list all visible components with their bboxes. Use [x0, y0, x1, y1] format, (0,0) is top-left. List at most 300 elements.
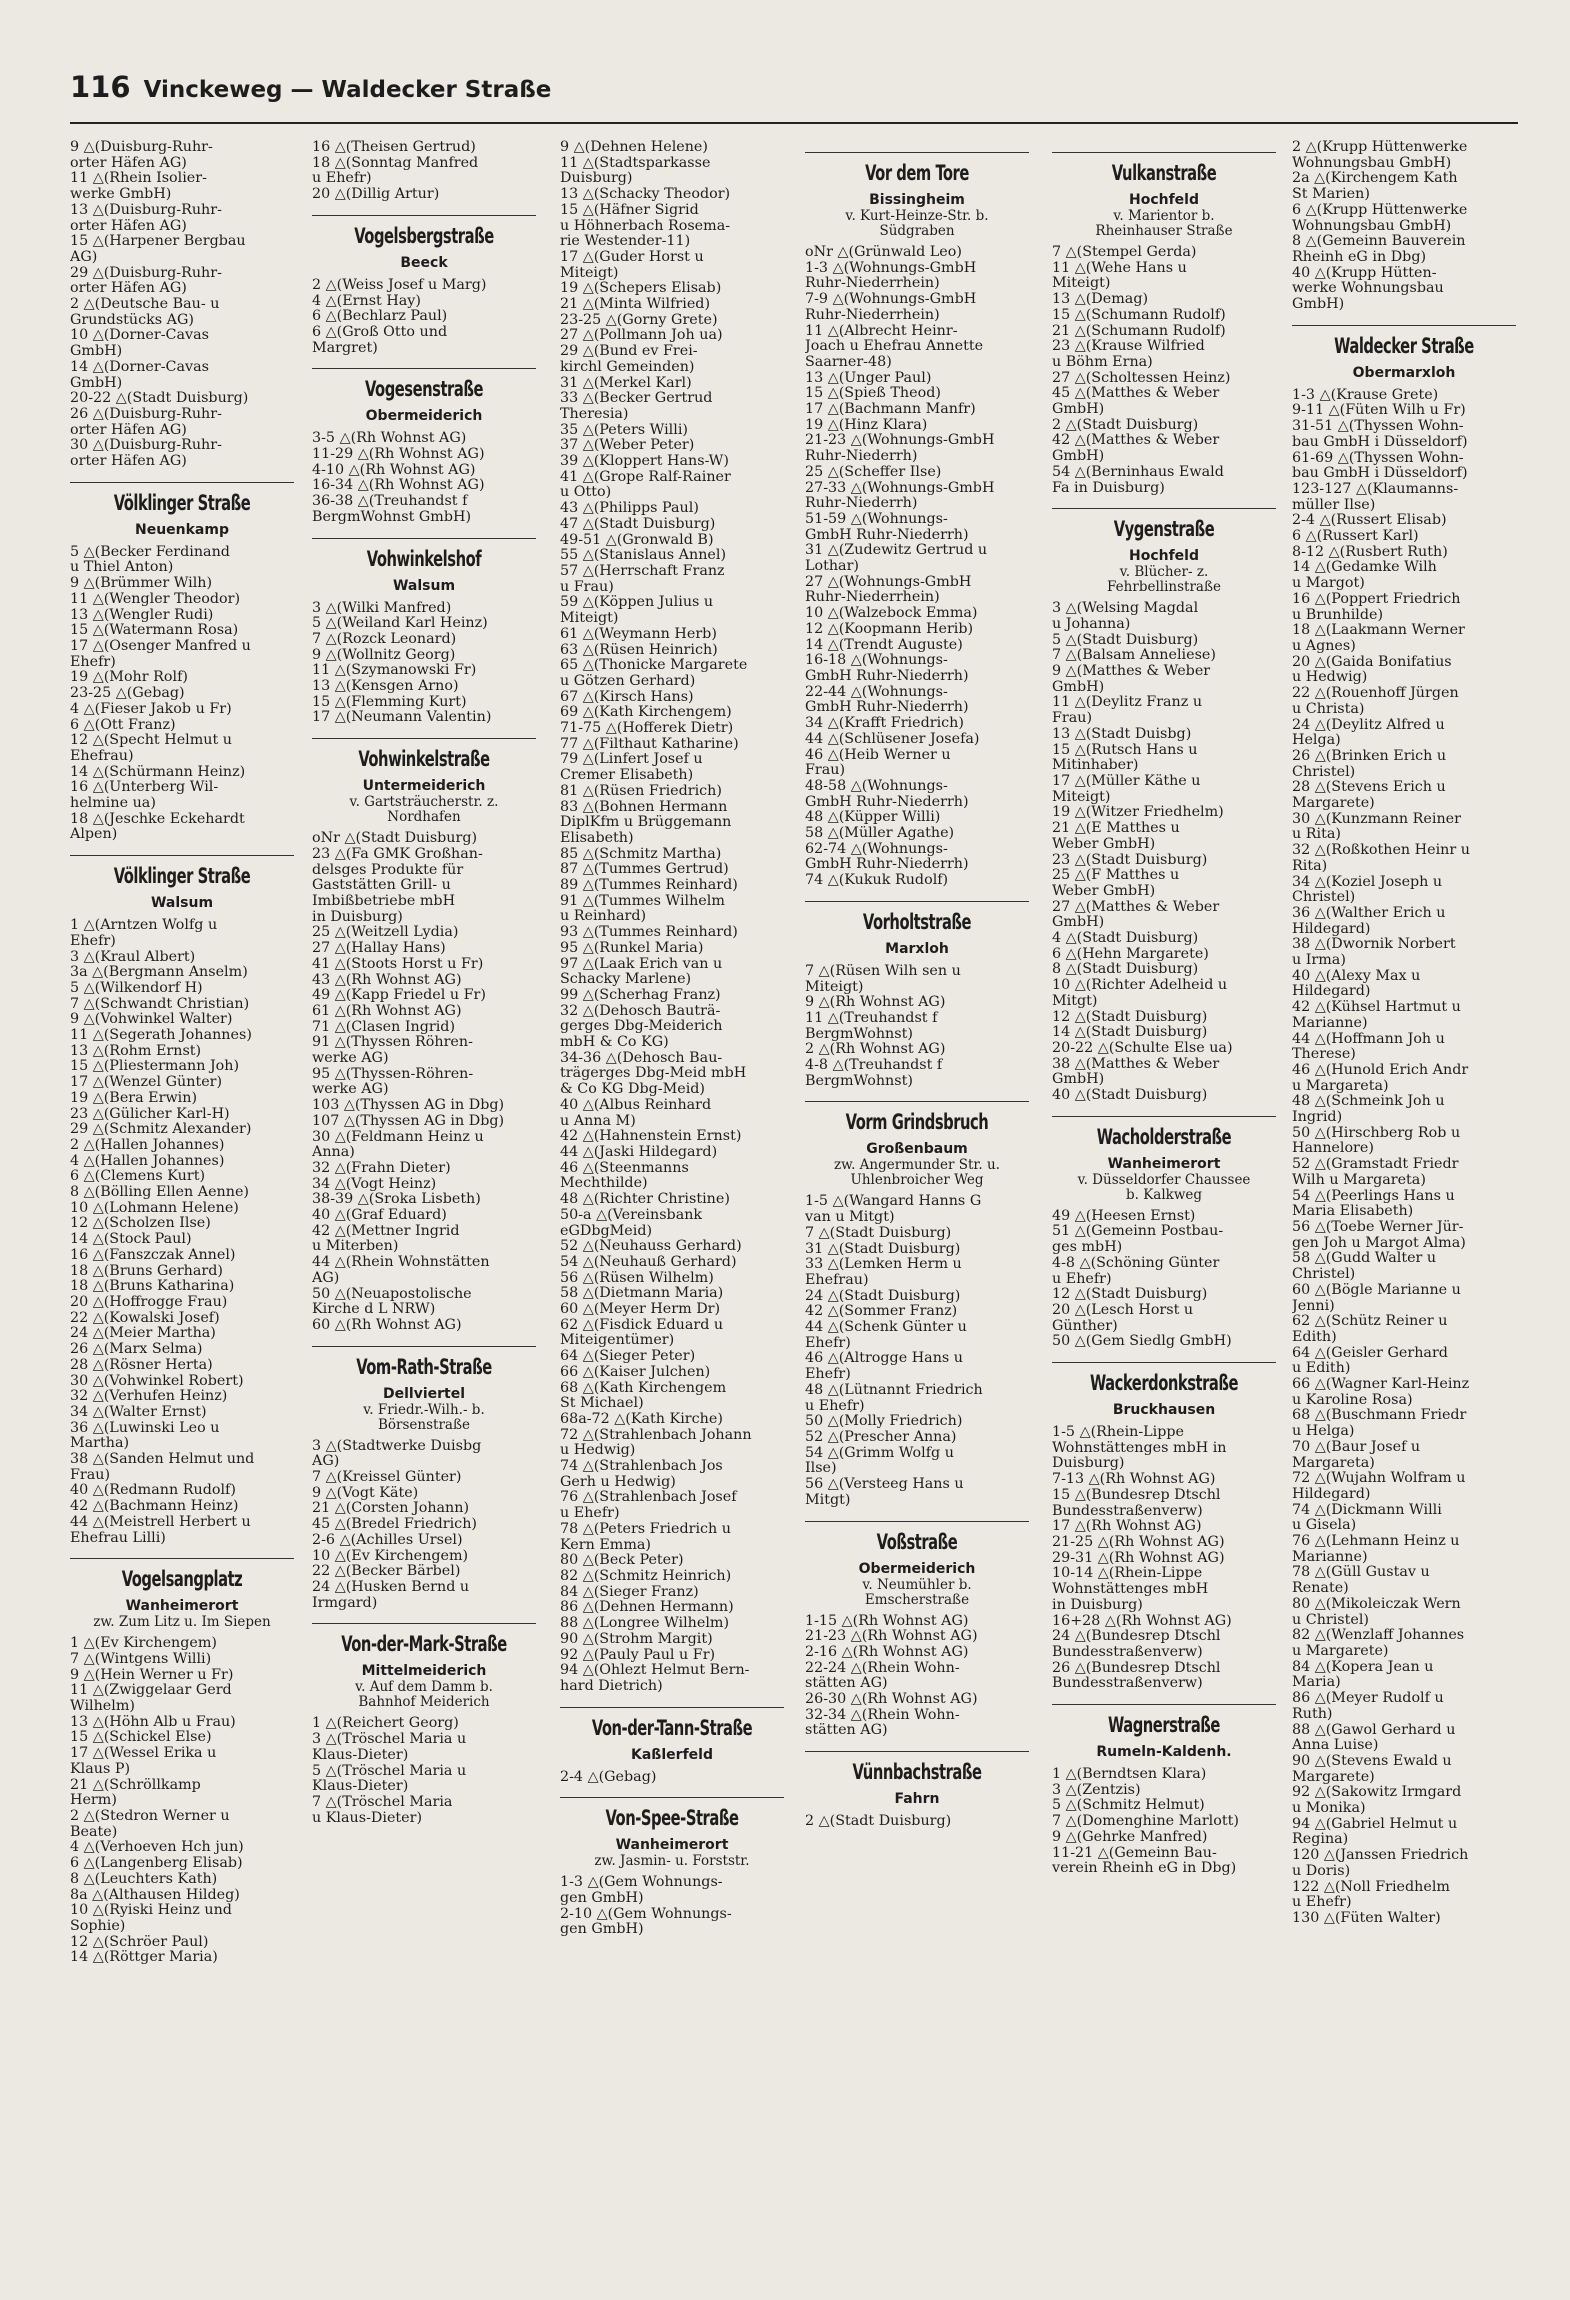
- address-entry: 30 △(Duisburg-Ruhr-: [70, 437, 222, 454]
- address-entry: 18 △(Laakmann Werner: [1292, 622, 1465, 639]
- address-entry: 103 △(Thyssen AG in Dbg): [312, 1097, 505, 1114]
- address-entry: 93 △(Tummes Reinhard): [560, 924, 738, 941]
- address-entry: 42 △(Hahnenstein Ernst): [560, 1128, 742, 1145]
- address-entry: 6 △(Bechlarz Paul): [312, 308, 448, 325]
- address-entry: 27 △(Scholtessen Heinz): [1052, 369, 1231, 386]
- address-entry: 54 △(Peerlings Hans u: [1292, 1187, 1455, 1204]
- address-entry: u Johanna): [1052, 615, 1131, 632]
- address-entry: u Margarete): [1292, 1642, 1389, 1659]
- address-entry: 20 △(Lesch Horst u: [1052, 1301, 1194, 1318]
- address-entry: 54 △(Grimm Wolfg u: [805, 1444, 954, 1461]
- street-extent-note: v. Düsseldorfer Chaussee b. Kalkweg: [1077, 1171, 1251, 1203]
- street-extent-note: v. Kurt-Heinze-Str. b. Südgraben: [845, 208, 989, 239]
- address-entry: 2 △(Rh Wohnst AG): [805, 1041, 946, 1058]
- address-entry: u Reinhard): [560, 908, 647, 925]
- address-entry: 13 △(Rohm Ernst): [70, 1042, 202, 1059]
- address-entry: 9 △(Wollnitz Georg): [312, 646, 456, 663]
- address-entry: St Michael): [560, 1395, 644, 1412]
- address-entry: 2-4 △(Russert Elisab): [1292, 512, 1447, 529]
- address-entry: 11 △(Albrecht Heinr-: [805, 322, 958, 339]
- address-entry: 31 △(Stadt Duisburg): [805, 1240, 961, 1257]
- address-entry: Helga): [1292, 732, 1341, 749]
- address-entry: 60 △(Rh Wohnst AG): [312, 1316, 462, 1333]
- street-section: [1052, 1704, 1276, 1877]
- address-entry: 15 △(Watermann Rosa): [70, 622, 239, 639]
- address-entry: 6 △(Clemens Kurt): [70, 1168, 206, 1185]
- address-entry: werke GmbH): [70, 186, 172, 203]
- address-entry: 18 △(Jeschke Eckehardt: [70, 810, 245, 827]
- address-entry: 41 △(Grope Ralf-Rainer: [560, 468, 731, 485]
- address-entry: 122 △(Noll Friedhelm: [1292, 1878, 1450, 1895]
- address-entry: 34 △(Koziel Joseph u: [1292, 873, 1443, 890]
- address-entry: 120 △(Janssen Friedrich: [1292, 1847, 1469, 1864]
- street-section: [70, 482, 294, 843]
- address-entry: 5 △(Wilkendorf H): [70, 979, 203, 996]
- street-name: Vom-Rath-Straße: [356, 1354, 492, 1379]
- address-entry: 64 △(Sieger Peter): [560, 1348, 696, 1365]
- address-entry: u Miterben): [312, 1238, 399, 1255]
- address-entry: 11 △(Wengler Theodor): [70, 590, 241, 607]
- address-entry: 1-5 △(Rhein-Lippe: [1052, 1424, 1185, 1441]
- address-entry: Ehefr): [70, 932, 116, 949]
- street-section: [312, 1623, 536, 1826]
- address-entry: 23-25 △(Gorny Grete): [560, 311, 718, 328]
- address-entry: 15 △(Schumann Rudolf): [1052, 306, 1226, 323]
- address-entry: Theresia): [560, 405, 629, 422]
- address-entry: oNr △(Stadt Duisburg): [312, 830, 478, 847]
- street-section: [805, 1751, 1029, 1830]
- address-entry: 4 △(Fieser Jakob u Fr): [70, 700, 232, 717]
- address-entry: 78 △(Peters Friedrich u: [560, 1520, 731, 1537]
- address-entry: Ingrid): [1292, 1109, 1343, 1126]
- street-header: [560, 1707, 784, 1764]
- address-entry: 13 △(Unger Paul): [805, 369, 932, 386]
- street-name: Vor dem Tore: [865, 161, 969, 185]
- address-entry: 10-14 △(Rhein-Lippe: [1052, 1565, 1203, 1582]
- address-entry: 7 △(Stadt Duisburg): [805, 1224, 952, 1241]
- district-name: Beeck: [400, 254, 448, 271]
- section-rule: [1052, 1704, 1276, 1705]
- address-entry: 10 △(Lohmann Helene): [70, 1199, 239, 1216]
- street-continuation: [70, 140, 294, 470]
- section-rule: [805, 152, 1029, 153]
- address-entry: 33 △(Lemken Herm u: [805, 1256, 962, 1273]
- address-entry: 33 △(Becker Gertrud: [560, 390, 713, 407]
- address-entry: hard Dietrich): [560, 1677, 663, 1694]
- address-entry: Hannelore): [1292, 1140, 1374, 1157]
- address-entry: 14 △(Gedamke Wilh: [1292, 559, 1437, 576]
- address-entry: 32-34 △(Rhein Wohn-: [805, 1706, 960, 1723]
- address-entry: 76 △(Strahlenbach Josef: [560, 1489, 737, 1506]
- address-entry: 15 △(Schickel Else): [70, 1729, 212, 1746]
- address-entry: u Karoline Rosa): [1292, 1391, 1413, 1408]
- address-entry: 99 △(Scherhag Franz): [560, 986, 721, 1003]
- address-entry: 89 △(Tummes Reinhard): [560, 877, 738, 894]
- street-section: [70, 855, 294, 1546]
- address-entry: 3 △(Stadtwerke Duisbg: [312, 1437, 482, 1454]
- address-entry: 49 △(Kapp Friedel u Fr): [312, 987, 486, 1004]
- address-entry: 42 △(Bachmann Heinz): [70, 1498, 239, 1515]
- address-entry: 50 △(Gem Siedlg GmbH): [1052, 1333, 1232, 1350]
- address-entry: u Klaus-Dieter): [312, 1809, 423, 1826]
- address-entry: GmbH): [1052, 448, 1105, 465]
- address-entry: 8-12 △(Rusbert Ruth): [1292, 543, 1448, 560]
- address-entry: 32 △(Verhufen Heinz): [70, 1388, 228, 1405]
- address-entry: 36 △(Walther Erich u: [1292, 904, 1446, 921]
- address-entry: u Margot): [1292, 575, 1365, 592]
- address-entry: u Irma): [1292, 952, 1346, 969]
- address-entry: 7 △(Stempel Gerda): [1052, 244, 1197, 260]
- district-name: Rumeln-Kaldenh.: [1096, 1744, 1232, 1761]
- section-rule: [560, 1707, 784, 1708]
- address-entry: 52 △(Neuhauss Gerhard): [560, 1238, 742, 1255]
- address-entry: 2a △(Kirchengem Kath: [1292, 170, 1458, 187]
- street-continuation: [312, 140, 536, 203]
- address-entry: orter Häfen AG): [70, 421, 187, 438]
- address-entry: 32 △(Frahn Dieter): [312, 1159, 451, 1176]
- address-entry: 15 △(Spieß Theod): [805, 385, 941, 402]
- address-entry: Grundstücks AG): [70, 311, 194, 328]
- address-entry: 48 △(Küpper Willi): [805, 809, 941, 826]
- address-entry: 2 △(Stedron Werner u: [70, 1807, 230, 1824]
- address-entry: 26 △(Bundesrep Dtschl: [1052, 1659, 1221, 1676]
- address-entry: 2 △(Hallen Johannes): [70, 1136, 225, 1153]
- address-entry: 7-13 △(Rh Wohnst AG): [1052, 1471, 1216, 1488]
- district-name: Wanheimerort: [125, 1598, 239, 1615]
- address-entry: 12 △(Stadt Duisburg): [1052, 1286, 1208, 1303]
- address-entry: 9 △(Dehnen Helene): [560, 140, 708, 155]
- address-entry: 44 △(Meistrell Herbert u: [70, 1513, 251, 1530]
- district-name: Bissingheim: [869, 192, 965, 208]
- address-entry: mbH & Co KG): [560, 1034, 669, 1051]
- street-header: [1052, 1362, 1276, 1419]
- address-entry: 28 △(Stevens Erich u: [1292, 779, 1446, 796]
- street-header: [1052, 1704, 1276, 1761]
- section-rule: [1292, 325, 1516, 326]
- column-4: [805, 140, 1029, 2290]
- address-entry: 10 △(Dorner-Cavas: [70, 327, 209, 344]
- address-entry: Edith): [1292, 1328, 1337, 1345]
- address-entry: GmbH): [1052, 1071, 1105, 1088]
- address-entry: 19 △(Witzer Friedhelm): [1052, 804, 1224, 821]
- address-entry: 22 △(Kowalski Josef): [70, 1309, 220, 1326]
- district-name: Hochfeld: [1128, 192, 1199, 208]
- address-entry: delsges Produkte für: [312, 861, 464, 878]
- address-entry: Margareta): [1292, 1454, 1375, 1471]
- address-entry: 59 △(Köppen Julius u: [560, 594, 714, 611]
- address-entry: 71-75 △(Hofferek Dietr): [560, 720, 734, 737]
- street-section: [1052, 1116, 1276, 1350]
- address-entry: 2-16 △(Rh Wohnst AG): [805, 1643, 969, 1660]
- address-entry: Christel): [1292, 1266, 1356, 1283]
- address-entry: Sophie): [70, 1917, 126, 1934]
- address-entry: 30 △(Feldmann Heinz u: [312, 1128, 484, 1145]
- address-entry: 77 △(Filthaut Katharine): [560, 735, 739, 752]
- address-entry: 79 △(Linfert Josef u: [560, 751, 703, 768]
- street-name: Völklinger Straße: [113, 490, 251, 515]
- address-entry: 41 △(Stoots Horst u Fr): [312, 955, 484, 972]
- section-rule: [312, 215, 536, 216]
- address-entry: 5 △(Becker Ferdinand: [70, 543, 230, 560]
- address-entry: in Duisburg): [312, 908, 403, 925]
- section-rule: [560, 1797, 784, 1798]
- address-entry: 45 △(Bredel Friedrich): [312, 1516, 477, 1533]
- address-entry: 25 △(F Matthes u: [1052, 867, 1180, 884]
- address-entry: 54 △(Neuhauß Gerhard): [560, 1253, 737, 1270]
- address-entry: Ilse): [805, 1460, 837, 1477]
- district-name: Marxloh: [885, 940, 949, 957]
- address-entry: Martha): [70, 1435, 130, 1452]
- address-entry: 40 △(Redmann Rudolf): [70, 1482, 236, 1499]
- address-entry: Miteigt): [1052, 788, 1111, 805]
- address-entry: 16+28 △(Rh Wohnst AG): [1052, 1612, 1232, 1629]
- street-section: [805, 901, 1029, 1090]
- street-extent-note: zw. Jasmin- u. Forststr.: [594, 1853, 750, 1870]
- address-entry: 88 △(Longree Wilhelm): [560, 1615, 730, 1632]
- address-entry: 15 △(Bundesrep Dtschl: [1052, 1486, 1221, 1503]
- address-entry: u Otto): [560, 484, 612, 501]
- address-entry: 30 △(Vohwinkel Robert): [70, 1372, 244, 1389]
- address-entry: 4-8 △(Treuhandst f: [805, 1057, 943, 1074]
- address-entry: Klaus-Dieter): [312, 1746, 409, 1763]
- address-entry: 14 △(Dorner-Cavas: [70, 358, 209, 375]
- address-entry: GmbH): [1292, 296, 1345, 313]
- address-entry: 9 △(Rh Wohnst AG): [805, 994, 946, 1011]
- street-header: [70, 855, 294, 912]
- address-entry: GmbH): [1052, 914, 1105, 931]
- address-entry: 74 △(Dickmann Willi: [1292, 1501, 1442, 1518]
- address-entry: 56 △(Versteeg Hans u: [805, 1476, 964, 1493]
- address-entry: Miteigt): [560, 264, 619, 281]
- address-entry: 21 △(Minta Wilfried): [560, 296, 711, 313]
- street-header: [70, 1558, 294, 1630]
- address-entry: 9 △(Vohwinkel Walter): [70, 1011, 233, 1028]
- street-header: [805, 901, 1029, 958]
- address-entry: 40 △(Stadt Duisburg): [1052, 1087, 1208, 1104]
- address-entry: 48 △(Schmeink Joh u: [1292, 1093, 1445, 1110]
- street-header: [70, 482, 294, 539]
- address-entry: 16 △(Fanszczak Annel): [70, 1246, 236, 1263]
- address-entry: 27 △(Hallay Hans): [312, 940, 446, 957]
- address-entry: 43 △(Philipps Paul): [560, 500, 699, 517]
- address-entry: stätten AG): [805, 1722, 888, 1739]
- district-name: Walsum: [150, 895, 214, 912]
- address-entry: 86 △(Dehnen Hermann): [560, 1599, 734, 1616]
- address-entry: Alpen): [70, 826, 118, 843]
- district-name: Wanheimerort: [1107, 1155, 1221, 1172]
- address-entry: 18 △(Bruns Katharina): [70, 1278, 235, 1295]
- address-entry: 97 △(Laak Erich van u: [560, 955, 723, 972]
- section-rule: [312, 538, 536, 539]
- address-entry: 7 △(Rozck Leonard): [312, 630, 457, 647]
- address-entry: 31 △(Merkel Karl): [560, 374, 692, 391]
- address-entry: GmbH Ruhr-Niederrh): [805, 793, 969, 810]
- address-entry: 19 △(Schepers Elisab): [560, 280, 722, 297]
- column-1: [70, 140, 294, 2290]
- address-entry: Miteigt): [1052, 275, 1111, 292]
- address-entry: 8 △(Bölling Ellen Aenne): [70, 1184, 249, 1201]
- address-entry: 7 △(Kreissel Günter): [312, 1469, 462, 1486]
- address-entry: eGDbgMeid): [560, 1222, 653, 1239]
- address-entry: 80 △(Beck Peter): [560, 1552, 684, 1569]
- address-entry: 24 △(Husken Bernd u: [312, 1579, 470, 1595]
- address-entry: 83 △(Bohnen Hermann: [560, 798, 728, 815]
- district-name: Hochfeld: [1128, 548, 1199, 565]
- district-name: Fahrn: [894, 1791, 940, 1808]
- address-entry: 50 △(Molly Friedrich): [805, 1413, 963, 1430]
- address-entry: Margret): [312, 339, 378, 356]
- address-entry: u Monika): [1292, 1800, 1366, 1817]
- address-entry: Wilhelm): [70, 1698, 135, 1715]
- district-name: Dellviertel: [382, 1385, 466, 1402]
- address-entry: 28 △(Rösner Herta): [70, 1356, 213, 1373]
- address-entry: 36 △(Luwinski Leo u: [70, 1419, 220, 1436]
- address-entry: 20 △(Hoffrogge Frau): [70, 1294, 228, 1310]
- address-entry: Regina): [1292, 1831, 1349, 1848]
- street-header: [312, 215, 536, 272]
- address-entry: GmbH Ruhr-Niederrh): [805, 699, 969, 716]
- address-entry: 66 △(Wagner Karl-Heinz: [1292, 1376, 1470, 1393]
- address-entry: 15 △(Häfner Sigrid: [560, 201, 699, 218]
- address-entry: 3 △(Tröschel Maria u: [312, 1731, 467, 1748]
- address-entry: 22-44 △(Wohnungs-: [805, 683, 948, 700]
- address-entry: 2-4 △(Gebag): [560, 1768, 657, 1785]
- address-entry: Ruhr-Niederrhein): [805, 275, 940, 292]
- address-entry: 31-51 △(Thyssen Wohn-: [1292, 418, 1464, 435]
- address-entry: 69 △(Kath Kirchengem): [560, 704, 732, 721]
- address-entry: 21 △(Corsten Johann): [312, 1500, 470, 1517]
- address-entry: 24 △(Deylitz Alfred u: [1292, 716, 1445, 733]
- address-entry: 5 △(Tröschel Maria u: [312, 1762, 467, 1779]
- address-entry: 44 △(Schlüsener Josefa): [805, 730, 980, 747]
- street-header: [1052, 508, 1276, 595]
- street-name: Vogelsbergstraße: [354, 223, 494, 248]
- address-entry: 62-74 △(Wohnungs-: [805, 840, 948, 857]
- address-entry: Saarner-48): [805, 353, 892, 370]
- address-entry: 26 △(Brinken Erich u: [1292, 747, 1447, 764]
- address-entry: 81 △(Rüsen Friedrich): [560, 782, 722, 799]
- address-entry: u Anna M): [560, 1112, 636, 1129]
- address-entry: orter Häfen AG): [70, 280, 187, 297]
- street-name: Vohwinkelstraße: [358, 747, 490, 772]
- address-entry: 38-39 △(Sroka Lisbeth): [312, 1191, 481, 1208]
- address-entry: 14 △(Stock Paul): [70, 1231, 192, 1248]
- address-entry: Bundesstraßenverw): [1052, 1643, 1203, 1660]
- address-entry: 1-15 △(Rh Wohnst AG): [805, 1612, 969, 1629]
- address-entry: Christel): [1292, 763, 1356, 780]
- address-entry: 74 △(Strahlenbach Jos: [560, 1458, 723, 1475]
- address-entry: 10 △(Richter Adelheid u: [1052, 977, 1228, 994]
- address-entry: 1 △(Arntzen Wolfg u: [70, 917, 218, 934]
- address-entry: 17 △(Neumann Valentin): [312, 709, 492, 726]
- address-entry: 29-31 △(Rh Wohnst AG): [1052, 1549, 1225, 1566]
- address-entry: BergmWohnst): [805, 1025, 913, 1042]
- address-entry: 17 △(Müller Käthe u: [1052, 772, 1201, 789]
- address-entry: 34 △(Walter Ernst): [70, 1403, 207, 1420]
- address-entry: 76 △(Lehmann Heinz u: [1292, 1533, 1460, 1550]
- address-entry: Hildegard): [1292, 1485, 1371, 1502]
- street-name: Vogesenstraße: [365, 377, 483, 402]
- street-name: Von-Spee-Straße: [605, 1806, 739, 1831]
- address-entry: Schacky Marlene): [560, 971, 692, 988]
- address-entry: 9 △(Hein Werner u Fr): [70, 1666, 234, 1683]
- address-entry: 50-a △(Vereinsbank: [560, 1206, 703, 1223]
- address-entry: 50 △(Neuapostolische: [312, 1285, 472, 1302]
- address-entry: 9 △(Matthes & Weber: [1052, 663, 1211, 680]
- address-entry: Mechthilde): [560, 1175, 648, 1192]
- address-entry: 46 △(Steenmanns: [560, 1159, 689, 1176]
- address-entry: 62 △(Fisdick Eduard u: [560, 1316, 724, 1333]
- street-header: [805, 1101, 1029, 1188]
- address-entry: Imbißbetriebe mbH: [312, 892, 456, 909]
- address-entry: 6 △(Langenberg Elisab): [70, 1855, 243, 1872]
- address-entry: 56 △(Toebe Werner Jür-: [1292, 1219, 1464, 1235]
- section-rule: [70, 855, 294, 856]
- address-entry: 16-18 △(Wohnungs-: [805, 652, 948, 669]
- page-title: Vinckeweg — Waldecker Straße: [143, 77, 552, 103]
- address-entry: 12 △(Koopmann Herib): [805, 620, 974, 637]
- address-entry: 16 △(Theisen Gertrud): [312, 140, 476, 155]
- address-entry: 14 △(Schürmann Heinz): [70, 763, 246, 780]
- address-entry: u Christa): [1292, 700, 1365, 717]
- address-entry: 13 △(Stadt Duisbg): [1052, 725, 1192, 742]
- address-entry: 63 △(Rüsen Heinrich): [560, 641, 718, 658]
- address-entry: 17 △(Guder Horst u: [560, 248, 704, 265]
- address-entry: u Götzen Gerhard): [560, 672, 696, 689]
- district-name: Obermarxloh: [1352, 364, 1456, 381]
- address-entry: 18 △(Sonntag Manfred: [312, 154, 479, 171]
- address-entry: 7-9 △(Wohnungs-GmbH: [805, 291, 977, 308]
- address-entry: 48 △(Lütnannt Friedrich: [805, 1381, 983, 1398]
- address-entry: u Höhnerbach Rosema-: [560, 217, 731, 234]
- street-extent-note: v. Gartsträucherstr. z. Nordhafen: [349, 794, 499, 826]
- address-entry: Margarete): [1292, 1768, 1375, 1785]
- street-section: [1052, 152, 1276, 496]
- address-entry: 24 △(Meier Martha): [70, 1325, 216, 1342]
- address-entry: Miteigt): [805, 978, 864, 995]
- address-entry: 11-29 △(Rh Wohnst AG): [312, 446, 485, 463]
- address-entry: 3 △(Kraul Albert): [70, 948, 196, 965]
- address-entry: DiplKfm u Brüggemann: [560, 814, 732, 831]
- address-entry: u Böhm Erna): [1052, 353, 1153, 370]
- address-entry: 3 △(Welsing Magdal: [1052, 600, 1199, 617]
- address-entry: kirchl Gemeinden): [560, 358, 695, 375]
- address-entry: gen GmbH): [560, 1921, 644, 1938]
- address-entry: 34 △(Krafft Friedrich): [805, 715, 964, 732]
- address-entry: 3 △(Wilki Manfred): [312, 599, 452, 616]
- column-5: [1052, 140, 1276, 2290]
- address-entry: 3a △(Bergmann Anselm): [70, 964, 248, 981]
- address-entry: Cremer Elisabeth): [560, 767, 694, 784]
- address-entry: 23 △(Stadt Duisburg): [1052, 851, 1208, 868]
- address-entry: Mitinhaber): [1052, 757, 1139, 774]
- address-entry: 44 △(Jaski Hildegard): [560, 1144, 718, 1160]
- address-entry: 42 △(Kühsel Hartmut u: [1292, 999, 1461, 1016]
- column-3: [560, 140, 784, 2290]
- section-rule: [805, 1521, 1029, 1522]
- street-continuation: [1292, 140, 1516, 313]
- address-entry: 21 △(E Matthes u: [1052, 820, 1180, 837]
- address-entry: Irmgard): [312, 1594, 378, 1611]
- street-extent-note: v. Friedr.-Wilh.- b. Börsenstraße: [363, 1401, 485, 1433]
- address-entry: Beate): [70, 1823, 118, 1840]
- address-entry: Christel): [1292, 889, 1356, 906]
- address-entry: 22 △(Rouenhoff Jürgen: [1292, 685, 1459, 702]
- address-entry: 62 △(Schütz Reiner u: [1292, 1313, 1448, 1330]
- address-entry: 11 △(Stadtsparkasse: [560, 154, 711, 171]
- street-name: Vogelsangplatz: [121, 1567, 243, 1592]
- address-entry: 52 △(Gramstadt Friedr: [1292, 1156, 1459, 1173]
